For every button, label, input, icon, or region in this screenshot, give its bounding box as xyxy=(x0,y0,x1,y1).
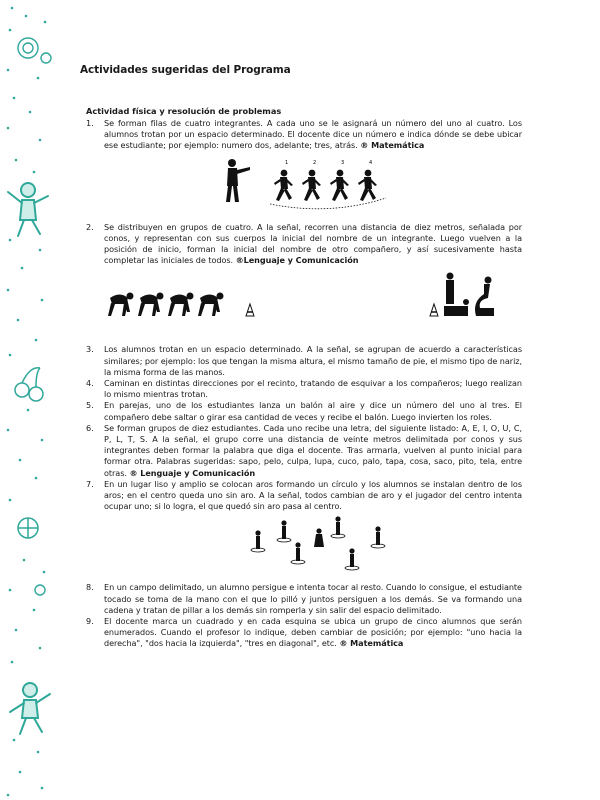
activity-item-2 xyxy=(80,222,522,267)
page-title: Actividades sugeridas del Programa xyxy=(80,64,291,76)
item-number: 4. xyxy=(86,378,94,389)
item-number: 6. xyxy=(86,422,94,433)
section-title: Actividad física y resolución de problemas xyxy=(86,106,282,116)
item-text: Se forman filas de cuatro integrantes. A cada uno se le asignará un número del uno al cuatro. Los alumnos trotan por un espacio determinado. El docente dice un número e indica dónde se debe ubicar ese estudiante; por ejemplo: numero dos, adelante; tres, atrás. xyxy=(104,118,522,151)
item-text: En parejas, uno de los estudiantes lanza un balón al aire y dice un número del uno al tres. El compañero debe saltar o girar esa cantidad de veces y recibe el balón. Luego invierten los roles. xyxy=(104,400,522,422)
item-number: 1. xyxy=(86,118,94,128)
activity-item-3 xyxy=(80,344,522,378)
item-number: 7. xyxy=(86,478,94,489)
subject-tag: ®Lenguaje y Comunicación xyxy=(235,255,359,266)
activity-item-4 xyxy=(80,378,522,400)
activity-item-7 xyxy=(80,479,522,513)
runner-number-2: 2 xyxy=(313,159,317,166)
subject-tag: ® Matemática xyxy=(360,140,425,151)
item-number: 9. xyxy=(86,616,94,627)
hoops-illustration xyxy=(80,516,522,578)
runner-number-3: 3 xyxy=(341,159,345,166)
subject-tag: ® Lenguaje y Comunicación xyxy=(129,467,256,478)
item-number: 3. xyxy=(86,344,94,355)
activity-item-6 xyxy=(80,423,522,479)
activity-item-8 xyxy=(80,582,522,616)
item-text: En un lugar liso y amplio se colocan aros formando un círculo y los alumnos se instalan dentro de los aros; en el centro queda uno sin aro. A la señal, todos cambian de aro y el jugador del centro intenta ocupar uno; si lo logra, el que quedó sin aro pasa al centro. xyxy=(104,478,522,512)
activity-item-1 xyxy=(80,118,522,152)
item-text: Los alumnos trotan en un espacio determinado. A la señal, se agrupan de acuerdo a características similares; por ejemplo: los que tengan la misma altura, el mismo tamaño de pie, el mismo tipo de nariz, la misma forma de las manos. xyxy=(104,344,522,377)
runner-number-4: 4 xyxy=(369,159,373,166)
item-text: El docente marca un cuadrado y en cada esquina se ubica un grupo de cinco alumnos que serán enumerados. Cuando el profesor lo indique, deben cambiar de posición; por ejemplo: "uno hacia la derecha", "dos hacia la izquierda", "tres en diagonal", etc. xyxy=(104,616,522,649)
figure-crouching-start xyxy=(80,270,522,340)
item-text: En un campo delimitado, un alumno persigue e intenta tocar al resto. Cuando lo consigue, el estudiante tocado se toma de la mano con el que lo pilló y juntos persiguen a los demás. Se va formando una cadena y tratan de pillar a los demás sin romperla y sin salir del espacio delimitado. xyxy=(104,582,522,615)
runners-illustration xyxy=(80,156,522,218)
left-decorative-border xyxy=(0,0,62,800)
item-text: Se forman grupos de diez estudiantes. Cada uno recibe una letra, del siguiente listado: A, E, I, O, U, C, P, L, T, S. A la señal, el grupo corre una distancia de veinte metros delimitada por conos y sus integrantes deben formar la palabra que diga el docente. Tras armarla, vuelven al punto inicial para formar otra. Palabras sugeridas: sapo, pelo, culpa, lupa, cuco, palo, tapa, cosa, saco, pito, tela, entre otras. xyxy=(104,422,522,478)
item-number: 8. xyxy=(86,582,94,593)
activity-item-5 xyxy=(80,400,522,422)
figure-running-numbers xyxy=(80,156,522,218)
item-text: Se distribuyen en grupos de cuatro. A la señal, recorren una distancia de diez metros, señalada por conos, y representan con sus cuerpos la inicial del nombre de un integrante. Luego vuelven a la posición de inicio, forman la inicial del nombre de otro compañero, y así sucesivamente hasta completar las iniciales de todos. xyxy=(104,221,522,266)
item-number: 2. xyxy=(86,221,94,232)
document-body xyxy=(80,64,522,650)
item-text: Caminan en distintas direcciones por el recinto, tratando de esquivar a los compañeros; luego realizan lo mismo mientras trotan. xyxy=(104,378,522,400)
item-number: 5. xyxy=(86,400,94,411)
figure-hoops-circle xyxy=(80,516,522,578)
subject-tag: ® Matemática xyxy=(339,638,404,649)
activity-item-9 xyxy=(80,616,522,650)
crouch-illustration xyxy=(80,270,522,340)
runner-number-1: 1 xyxy=(285,159,289,166)
